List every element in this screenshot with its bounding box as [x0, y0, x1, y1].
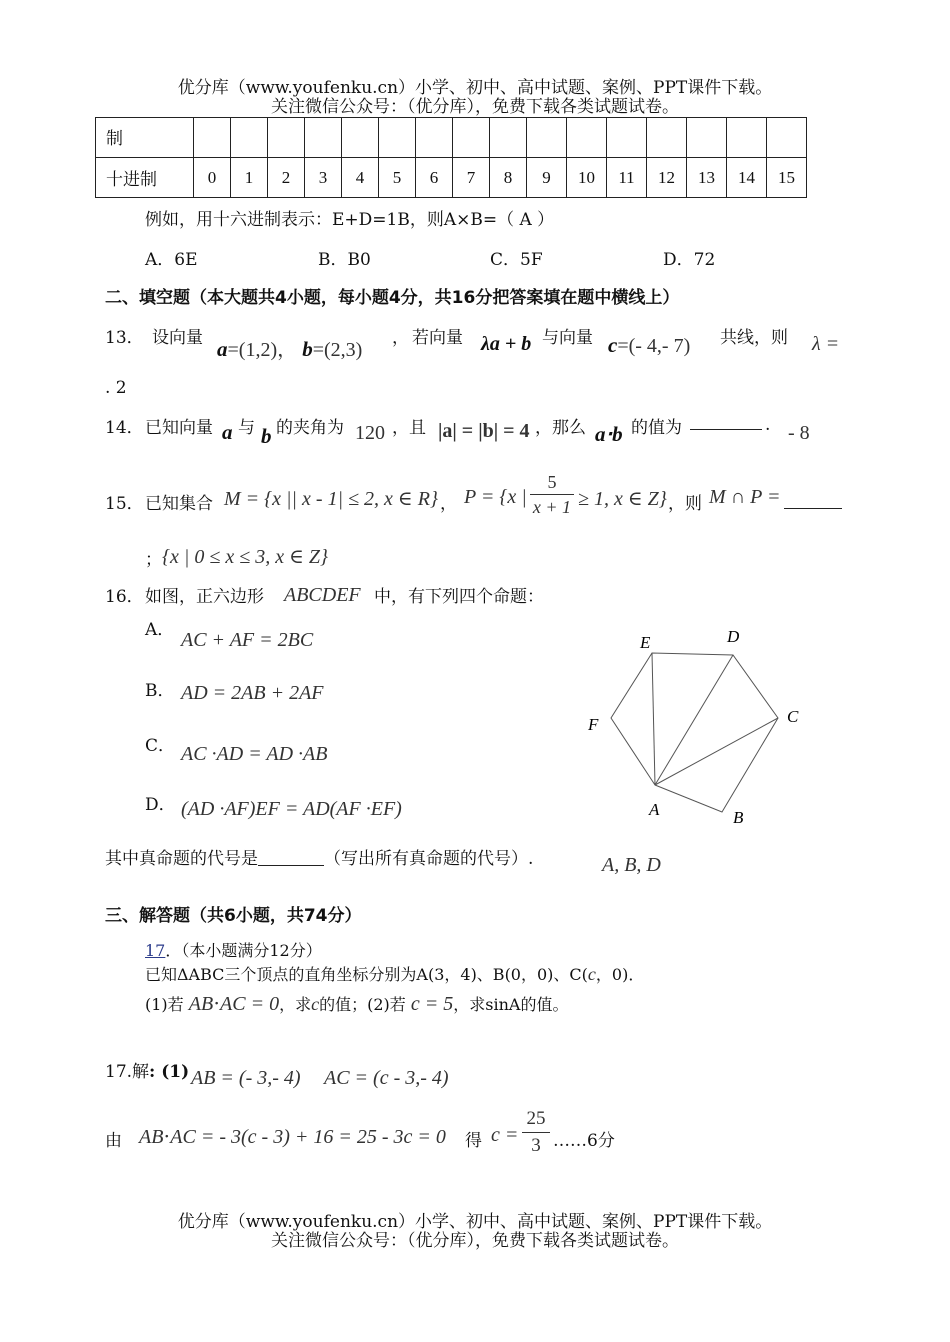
q13-text3: 与向量	[542, 328, 593, 348]
sol17-frac-den: 3	[531, 1135, 541, 1156]
table-cell: 12	[647, 158, 687, 198]
q16-option-d-label: D．	[145, 795, 176, 815]
q15-set-p-right: ≥ 1, x ∈ Z}	[578, 488, 667, 510]
q17-p1-expr: AB⋅AC = 0	[188, 993, 280, 1015]
q13-text1: 设向量	[152, 328, 203, 348]
vertex-label-b: B	[733, 808, 744, 827]
table-cell: 7	[453, 158, 490, 198]
q13-text4: 共线，则	[720, 328, 788, 348]
sol17-ab: AB = (- 3,- 4)	[191, 1067, 301, 1089]
q15-intersection: M ∩ P =	[709, 486, 781, 508]
q16-option-c: AC ·AD = AD ·AB	[181, 743, 328, 765]
table-cell: 1	[231, 158, 268, 198]
q14-angle: 120	[355, 422, 385, 444]
q16-option-a-label: A．	[145, 620, 175, 640]
hexagon-figure	[580, 620, 820, 835]
table-cell: 5	[379, 158, 416, 198]
q15-set-m: M = {x || x - 1| ≤ 2, x ∈ R}	[224, 488, 438, 510]
q12-option-c: C．5F	[490, 250, 543, 270]
table-cell: 9	[527, 158, 567, 198]
q14-dot: a⋅b	[595, 422, 623, 446]
q15-fraction	[530, 472, 574, 517]
vertex-label-a: A	[649, 800, 660, 819]
q17-p2-expr: c = 5	[410, 993, 454, 1015]
q12-option-d: D．72	[663, 250, 716, 270]
q13-lambda-expr: λa + b	[481, 333, 532, 355]
q16-option-a: AC + AF = 2BC	[181, 629, 314, 651]
q16-option-c-label: C．	[145, 736, 176, 756]
q14-abs-eq: |a| = |b| = 4	[438, 420, 530, 442]
q15-answer: {x | 0 ≤ x ≤ 3, x ∈ Z}	[162, 546, 329, 568]
footer-line2: 关注微信公众号：（优分库），免费下载各类试题试卷。	[271, 1231, 679, 1251]
table-cell: 6	[416, 158, 453, 198]
table-cell: 15	[767, 158, 807, 198]
q13-lambda: λ =	[812, 333, 840, 355]
q13-vector-a: a=(1,2)， b=(2,3)	[217, 337, 363, 361]
q16-option-b-label: B．	[145, 681, 175, 701]
q16-conclusion: 其中真命题的代号是 （写出所有真命题的代号）.	[105, 849, 534, 869]
q13-comma: ，	[392, 328, 409, 348]
table-cell: 10	[567, 158, 607, 198]
q14-a: a	[222, 420, 233, 444]
q16-option-d: (AD ·AF)EF = AD(AF ·EF)	[181, 798, 402, 820]
section3-title: 三、解答题（共6小题，共74分）	[105, 906, 362, 926]
table-cell: 14	[727, 158, 767, 198]
q14-period: .	[765, 415, 771, 435]
table-cell: 3	[305, 158, 342, 198]
sol17-frac-num: 25	[526, 1108, 546, 1129]
q14-text3: 的夹角为	[276, 418, 344, 438]
q17-number-link[interactable]: 17	[145, 941, 166, 960]
footer-line1: 优分库（www.youfenku.cn）小学、初中、高中试题、案例、PPT课件下载。	[177, 1212, 773, 1232]
vertex-label-d: D	[727, 627, 740, 646]
q16-option-b: AD = 2AB + 2AF	[181, 682, 324, 704]
q16-hexagon-name: ABCDEF	[284, 584, 361, 606]
q14-text6: 的值为	[631, 418, 682, 438]
sol17-score: ……6分	[553, 1131, 615, 1151]
vertex-label-f: F	[588, 715, 599, 734]
q13-answer: . 2	[105, 378, 127, 398]
table-cell: 13	[687, 158, 727, 198]
q15-answer-prefix: ；	[145, 550, 162, 570]
q14-text1: 已知向量	[145, 418, 213, 438]
q13-number: 13．	[105, 328, 144, 348]
q14-number: 14．	[105, 418, 144, 438]
diagonal-ac	[655, 718, 778, 785]
q17-heading: 17．（本小题满分12分）	[145, 941, 322, 960]
q12-option-b: B．B0	[318, 250, 371, 270]
sol17-ac: AC = (c - 3,- 4)	[324, 1067, 449, 1089]
vertex-label-c: C	[787, 707, 799, 726]
q15-text1: 已知集合	[145, 494, 213, 514]
sol17-heading: 17.解: (1)	[105, 1062, 190, 1082]
q17-line1: 已知ΔABC三个顶点的直角坐标分别为A(3，4)、B(0，0)、C(c，0)．	[145, 964, 645, 984]
table-row2-label: 十进制	[96, 158, 194, 198]
diagonal-ae	[652, 653, 655, 785]
q14-text2: 与	[238, 418, 255, 438]
header-line1: 优分库（www.youfenku.cn）小学、初中、高中试题、案例、PPT课件下载。	[177, 78, 773, 98]
section2-title: 二、填空题（本大题共4小题，每小题4分，共16分把答案填在题中横线上）	[105, 288, 680, 308]
q15-frac-num: 5	[547, 472, 557, 492]
q14-b: b	[261, 424, 272, 448]
q16-answer: A, B, D	[602, 854, 661, 876]
q15-blank	[784, 508, 842, 509]
q14-answer: - 8	[788, 422, 810, 444]
table-cell: 11	[607, 158, 647, 198]
q15-number: 15．	[105, 494, 144, 514]
sol17-de: 得	[465, 1131, 482, 1151]
table-cell: 4	[342, 158, 379, 198]
q15-text2: ，则	[668, 494, 702, 514]
q14-text5: ，那么	[535, 418, 586, 438]
table-cell: 2	[268, 158, 305, 198]
header-line2: 关注微信公众号：（优分库），免费下载各类试题试卷。	[271, 97, 679, 117]
q12-example: 例如，用十六进制表示：E+D=1B，则A×B=（ A ）	[145, 210, 555, 230]
q13-vector-c: c=(- 4,- 7)	[608, 333, 691, 357]
sol17-fraction	[522, 1108, 550, 1157]
q16-number: 16．	[105, 587, 144, 607]
base-table	[95, 117, 807, 198]
q13-text2: 若向量	[412, 328, 463, 348]
q17-line2: (1)若 AB⋅AC = 0，求c的值；(2)若 c = 5，求sinA的值。	[145, 993, 569, 1015]
q12-option-a: A．6E	[145, 250, 198, 270]
sol17-you: 由	[105, 1131, 122, 1151]
diagonal-ad	[655, 655, 733, 785]
table-row1-label: 制	[96, 118, 194, 158]
table-cell: 0	[194, 158, 231, 198]
q15-sep: ，	[440, 494, 457, 514]
q14-text4: ，且	[392, 418, 426, 438]
q14-blank	[690, 429, 762, 430]
hexagon-outline	[611, 653, 778, 812]
vertex-label-e: E	[640, 633, 651, 652]
q15-set-p-left: P = {x |	[464, 486, 527, 508]
sol17-expr: AB⋅AC = - 3(c - 3) + 16 = 25 - 3c = 0	[139, 1126, 446, 1148]
sol17-c-eq: c =	[491, 1124, 519, 1146]
q15-frac-den: x + 1	[532, 497, 572, 517]
q16-text2: 中，有下列四个命题：	[374, 587, 544, 607]
q16-text1: 如图，正六边形	[145, 587, 264, 607]
table-cell: 8	[490, 158, 527, 198]
